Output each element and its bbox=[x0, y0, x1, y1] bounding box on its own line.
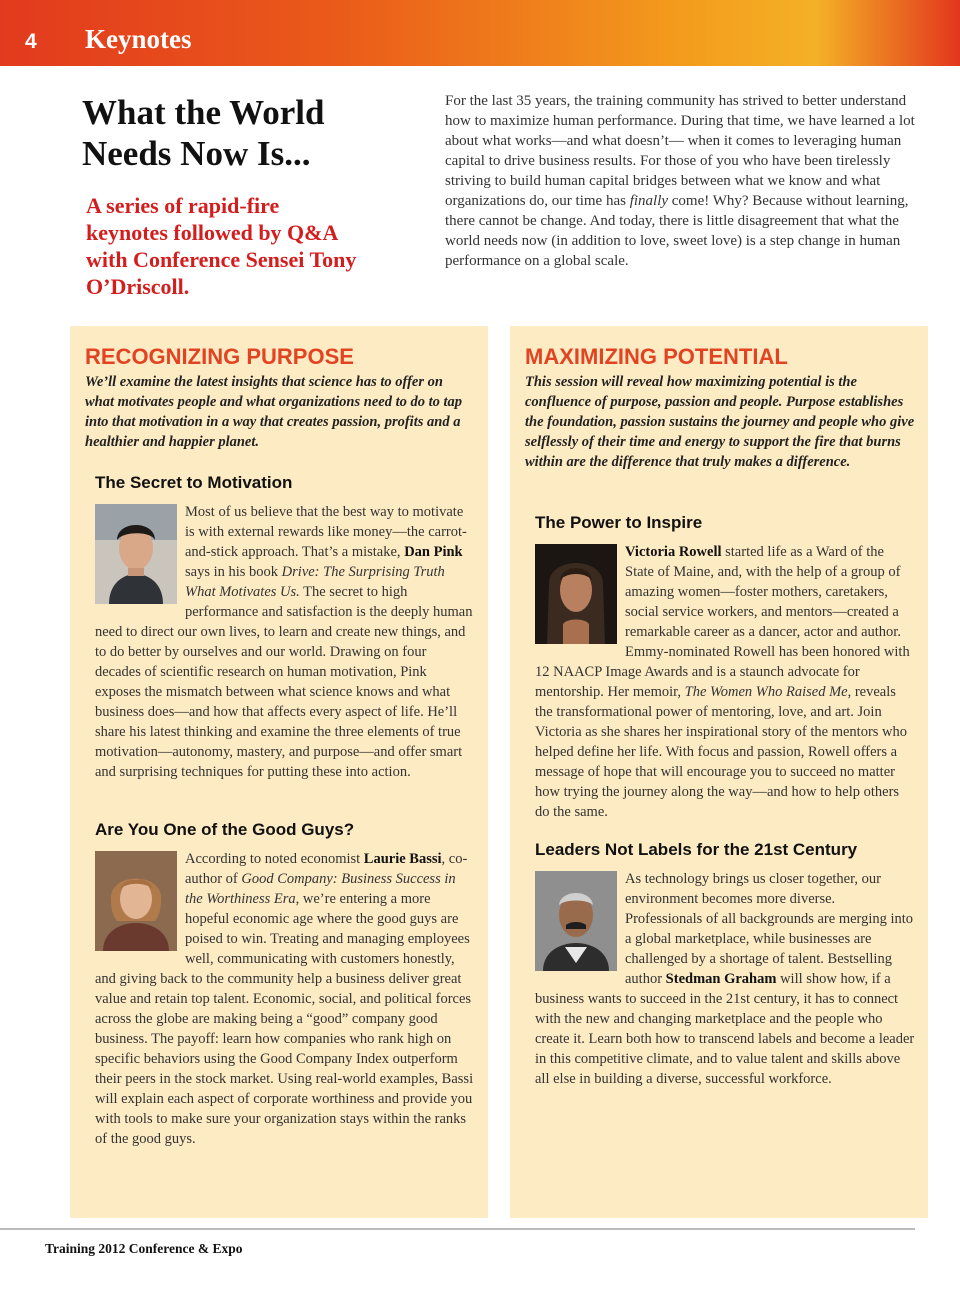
section-title: Keynotes bbox=[85, 24, 192, 54]
portrait-man-dark-hair-photo bbox=[95, 504, 177, 604]
footer-text: Training 2012 Conference & Expo bbox=[45, 1241, 243, 1256]
recognizing-purpose-panel bbox=[70, 326, 488, 1218]
speaker-name: Victoria Rowell bbox=[625, 544, 722, 560]
maximizing-potential-panel bbox=[510, 326, 928, 1218]
speaker-name: Laurie Bassi bbox=[363, 851, 442, 867]
speaker-name: Stedman Graham bbox=[665, 971, 777, 987]
book-title: The Women Who Raised Me bbox=[684, 684, 848, 700]
portrait-woman-long-hair-photo bbox=[535, 544, 617, 644]
panel-title: MAXIMIZING POTENTIAL bbox=[525, 344, 788, 369]
session-good-guys bbox=[95, 819, 475, 1149]
portrait-man-mustache-photo bbox=[535, 871, 617, 971]
session-title: Leaders Not Labels for the 21st Century bbox=[535, 840, 858, 859]
session-body: As technology brings us closer together, our environment becomes more diverse. Professionals of all backgrounds are merging into a global marketplace, while businesses are challenged by a shortage of talent. Bestselling author Stedman Graham will show how, if a business wants to succeed in the 21st century, it has to connect with the new and changing marketplace and the people who create it. Learn both how to transcend labels and become a leader in this competitive climate, and to value talent and skills above all else in building a diverse, successful workforce. bbox=[535, 871, 915, 1087]
panel-title: RECOGNIZING PURPOSE bbox=[85, 344, 354, 369]
book-title: Drive: The Surprising Truth What Motivates Us. bbox=[185, 564, 445, 600]
session-title: Are You One of the Good Guys? bbox=[95, 820, 355, 839]
page-subheadline: A series of rapid-fire keynotes followed by Q&A with Conference Sensei Tony O’Driscoll. bbox=[86, 193, 357, 299]
page-header-banner bbox=[0, 0, 960, 66]
session-body: According to noted economist Laurie Bassi, co-author of Good Company: Business Success in the Worthiness Era, we’re entering a more hopeful economic age where the good guys are poised to win. Treating and managing employees well, communicating with customers honestly, and giving back to the community help a business deliver great value and retain top talent. Economic, social, and political forces across the globe are making being a “good” company good business. The payoff: learn how companies who rank high on specific behaviors using the Good Company Index outperform their peers in the stock market. Using real-world examples, Bassi will explain each aspect of corporate worthiness and provide you with tools to make sure your organization stays within the ranks of the good guys. bbox=[95, 851, 474, 1147]
footer-divider bbox=[0, 1228, 915, 1230]
page-headline: What the World Needs Now Is... bbox=[82, 93, 325, 173]
panel-intro: This session will reveal how maximizing potential is the confluence of purpose, passion and people. Purpose establishes the foundation, passion sustains the journey and people who give selflessly of their time and energy to support the fire that burns within are the difference that truly makes a difference. bbox=[525, 374, 915, 470]
session-body: Most of us believe that the best way to motivate is with external rewards like money—the carrot-and-stick approach. That’s a mistake, Dan Pink says in his book Drive: The Surprising Truth What Motivates Us. The secret to high performance and satisfaction is the deeply human need to direct our own lives, to learn and create new things, and to do better by ourselves and our world. Drawing on four decades of scientific research on human motivation, Pink exposes the mismatch between what science knows and what business does—and how that affects every aspect of life. He’ll share his latest thinking and examine the three elements of true motivation—autonomy, mastery, and purpose—and offer smart and surprising techniques for putting these into action. bbox=[95, 504, 473, 780]
book-title: Good Company: Business Success in the Worthiness Era bbox=[185, 871, 456, 907]
speaker-name: Dan Pink bbox=[404, 544, 463, 560]
intro-paragraph: For the last 35 years, the training community has strived to better understand how to maximize human performance. During that time, we have learned a lot about what works—and what doesn’t— when it comes to leveraging human capital to drive business results. For those of you who have been tirelessly striving to build human capital bridges between what we know and what organizations do, our time has finally come! Why? Because without learning, there cannot be change. And today, there is little disagreement that what the world needs now (in addition to love, sweet love) is a step change in human performance on a global scale. bbox=[445, 93, 915, 269]
session-leaders-not-labels bbox=[535, 839, 915, 1089]
session-title: The Secret to Motivation bbox=[95, 473, 293, 492]
portrait-woman-short-hair-photo bbox=[95, 851, 177, 951]
page-number: 4 bbox=[25, 30, 37, 53]
panel-intro: We’ll examine the latest insights that science has to offer on what motivates people and what organizations need to do to tap into that motivation in a way that creates passion, profits and a healthier and happier planet. bbox=[85, 374, 463, 450]
session-body: Victoria Rowell started life as a Ward of the State of Maine, and, with the help of a group of amazing women—foster mothers, caretakers, social service workers, and mentors—created a remarkable career as a dancer, actor and author. Emmy-nominated Rowell has been honored with 12 NAACP Image Awards and is a staunch advocate for mentorship. Her memoir, The Women Who Raised Me, reveals the transformational power of mentoring, love, and art. Join Victoria as she shares her inspirational story of the mentors who helped define her life. With focus and passion, Rowell offers a message of hope that will encourage you to succeed no matter how trying the journey along the way—and how to help others do the same. bbox=[535, 544, 910, 820]
session-power-to-inspire bbox=[535, 512, 915, 822]
session-secret-to-motivation bbox=[95, 472, 475, 782]
session-title: The Power to Inspire bbox=[535, 513, 703, 532]
